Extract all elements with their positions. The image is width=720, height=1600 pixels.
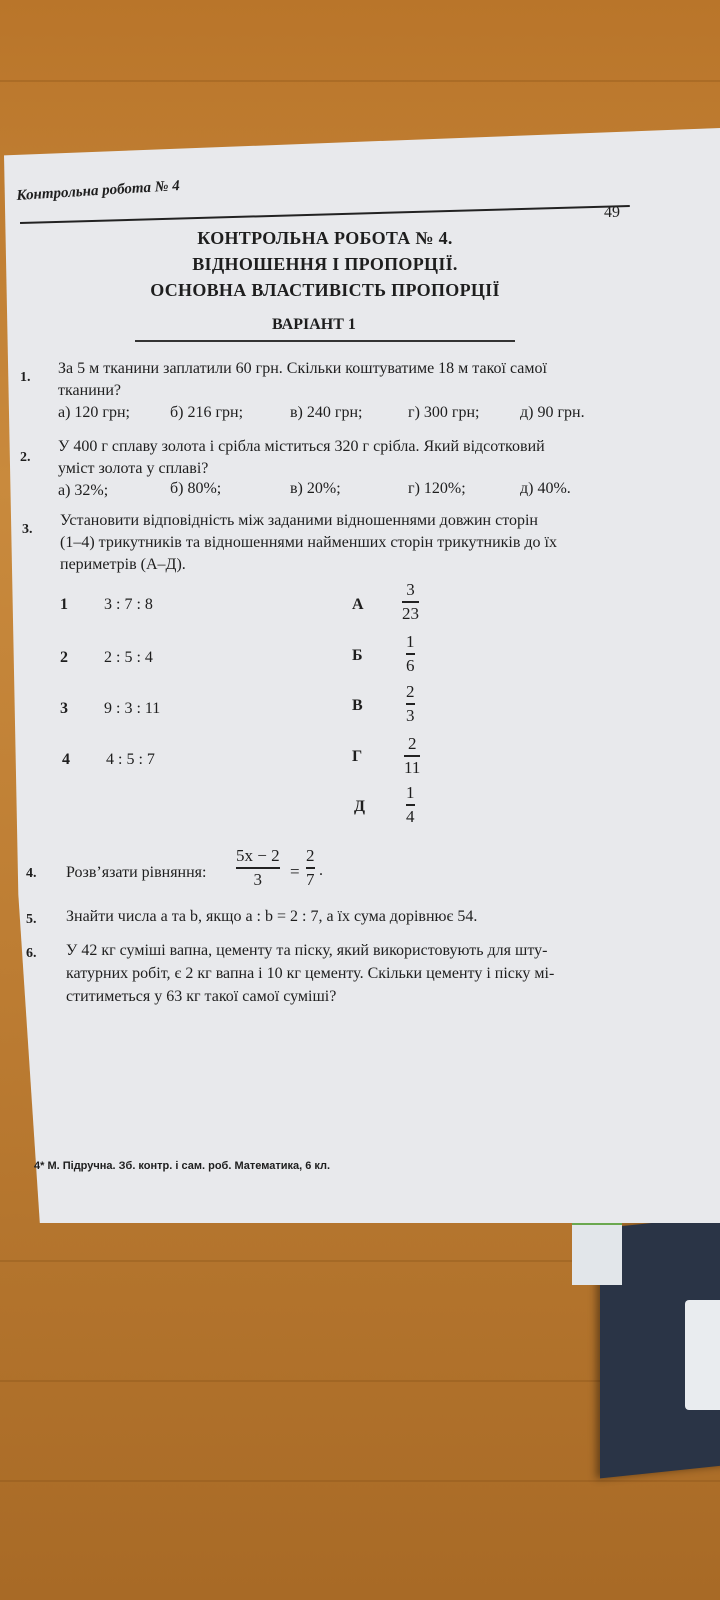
match-left-number: 1 [60, 596, 68, 613]
fraction-denominator: 3 [406, 705, 415, 725]
fraction-numerator: 2 [406, 682, 415, 701]
task-1-option: б) 216 грн; [170, 404, 244, 421]
page-footer: 4* М. Підручна. Зб. контр. і сам. роб. Математика, 6 кл. [34, 1160, 331, 1172]
task-1-text-line-1: За 5 м тканини заплатили 60 грн. Скільки коштуватиме 18 м такої самої [58, 360, 547, 377]
task-3-number: 3. [22, 522, 33, 537]
task-2-text-line-1: У 400 г сплаву золота і срібла міститься 320 г срібла. Який відсотковий [58, 438, 545, 455]
match-left-ratio: 4 : 5 : 7 [106, 751, 155, 768]
fraction-numerator: 3 [406, 580, 415, 599]
task-3-text-line-2: (1–4) трикутників та відношеннями найменших сторін трикутників до їх [60, 534, 557, 551]
task-1-option: в) 240 грн; [290, 404, 363, 421]
task-6-text-line-1: У 42 кг суміші вапна, цементу та піску, який використовують для шту- [66, 942, 548, 959]
match-left-ratio: 9 : 3 : 11 [104, 700, 161, 717]
match-left-number: 4 [62, 751, 70, 768]
task-2-option: г) 120%; [408, 480, 466, 497]
task-6-number: 6. [26, 946, 37, 961]
match-left-number: 2 [60, 649, 68, 666]
variant-heading: ВАРІАНТ 1 [272, 316, 356, 333]
match-right-fraction [406, 632, 415, 676]
match-left-ratio: 2 : 5 : 4 [104, 649, 153, 666]
task-1-option: г) 300 грн; [408, 404, 480, 421]
match-right-fraction [406, 682, 415, 726]
paper-strip [572, 1222, 622, 1285]
equation-rhs-fraction [306, 846, 315, 890]
task-4-text: Розв’язати рівняння: [66, 864, 207, 881]
book-cover-lettering [685, 1300, 720, 1410]
match-right-fraction [402, 580, 419, 624]
fraction-bar [404, 755, 420, 757]
match-right-letter: В [352, 697, 363, 714]
task-2-option: а) 32%; [58, 482, 109, 499]
fraction-numerator: 1 [406, 632, 415, 651]
header-rule [20, 205, 630, 224]
task-1-option: а) 120 грн; [58, 404, 130, 421]
fraction-numerator: 2 [306, 846, 315, 865]
fraction-denominator: 4 [406, 806, 415, 826]
task-2-option: в) 20%; [290, 480, 341, 497]
task-5-number: 5. [26, 912, 37, 927]
task-2-option: б) 80%; [170, 480, 222, 497]
match-right-letter: Б [352, 647, 363, 664]
match-right-letter: А [352, 596, 364, 613]
title-line-1: КОНТРОЛЬНА РОБОТА № 4. [197, 228, 453, 248]
task-6-text-line-2: катурних робіт, є 2 кг вапна і 10 кг цементу. Скільки цементу і піску мі- [66, 965, 555, 982]
task-3-text-line-3: периметрів (А–Д). [60, 556, 186, 573]
match-left-number: 3 [60, 700, 68, 717]
task-1-number: 1. [20, 370, 31, 385]
fraction-denominator: 6 [406, 655, 415, 675]
variant-rule [135, 340, 515, 342]
fraction-denominator: 7 [306, 869, 315, 889]
title-line-2: ВІДНОШЕННЯ І ПРОПОРЦІЇ. [192, 254, 458, 274]
fraction-bar [306, 867, 315, 869]
page-number: 49 [604, 204, 620, 221]
fraction-bar [406, 653, 415, 655]
equation-equals: = [290, 862, 300, 881]
fraction-numerator: 2 [407, 734, 417, 753]
match-right-fraction [404, 734, 420, 778]
task-2-option: д) 40%. [520, 480, 571, 497]
fraction-denominator: 23 [402, 603, 419, 623]
fraction-bar [402, 601, 419, 603]
fraction-numerator: 1 [406, 783, 415, 802]
match-right-letter: Д [354, 798, 366, 815]
fraction-bar [236, 867, 280, 869]
fraction-numerator: 5x − 2 [236, 846, 280, 865]
fraction-bar [406, 703, 415, 705]
equation-period: . [319, 862, 323, 879]
title-line-3: ОСНОВНА ВЛАСТИВІСТЬ ПРОПОРЦІЇ [150, 280, 500, 300]
task-4-number: 4. [26, 866, 37, 881]
fraction-denominator: 3 [253, 869, 263, 889]
fraction-bar [406, 804, 415, 806]
running-title: Контрольна робота № 4 [16, 178, 181, 204]
task-1-option: д) 90 грн. [520, 404, 585, 421]
match-right-letter: Г [352, 748, 363, 765]
equation-lhs-fraction [236, 846, 280, 890]
task-5-text: Знайти числа a та b, якщо a : b = 2 : 7, а їх сума дорівнює 54. [66, 908, 478, 925]
task-2-number: 2. [20, 450, 31, 465]
task-6-text-line-3: ститиметься у 63 кг такої самої суміші? [66, 988, 337, 1005]
task-3-text-line-1: Установити відповідність між заданими відношеннями довжин сторін [60, 512, 538, 529]
match-left-ratio: 3 : 7 : 8 [104, 596, 153, 613]
match-right-fraction [406, 783, 415, 827]
fraction-denominator: 11 [404, 757, 421, 777]
task-2-text-line-2: уміст золота у сплаві? [58, 460, 209, 477]
task-1-text-line-2: тканини? [58, 382, 121, 399]
